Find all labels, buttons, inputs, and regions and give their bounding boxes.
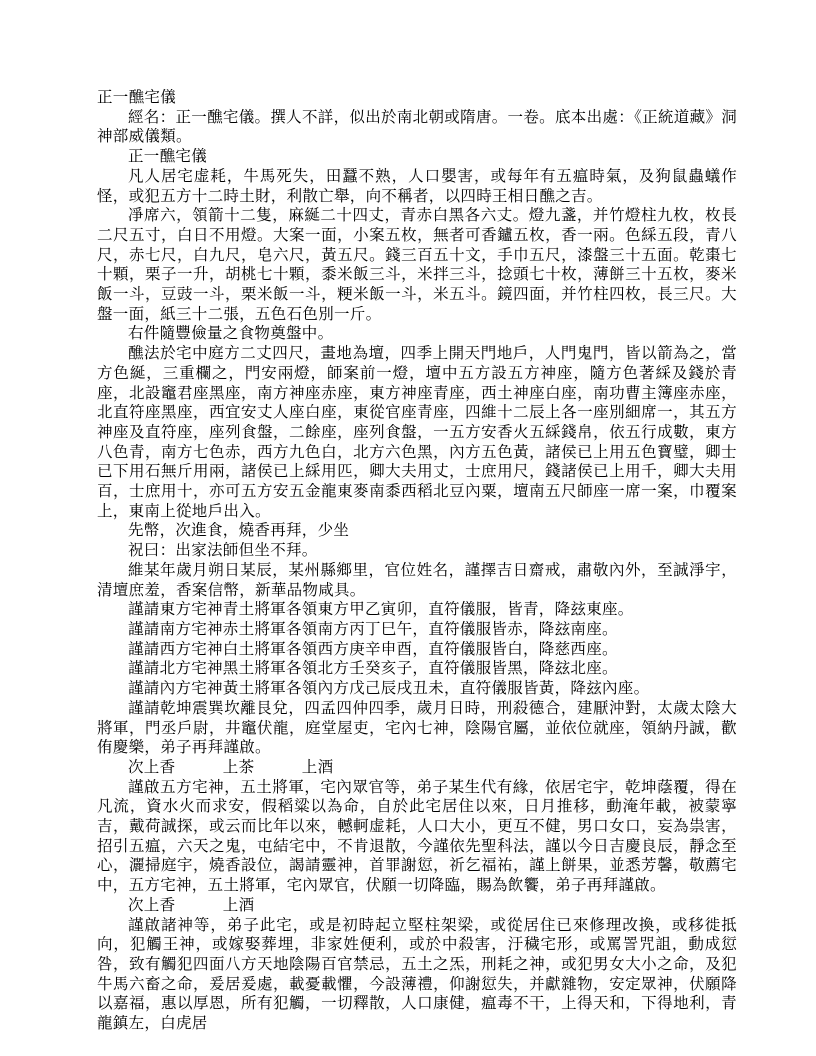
- section-title: 正一醮宅儀: [128, 148, 208, 166]
- paragraph: 謹請東方宅神青土將軍各領東方甲乙寅卯，直符儀服，皆青，降玆東座。: [128, 601, 634, 619]
- paragraph: 凈席六，領箭十二隻，麻綖二十四丈，青赤白黑各六丈。燈九盞，并竹燈柱九枚，枚長二尺五寸，白日不用燈。大案一面，小案五枚，無者可香鑪五枚，香一兩。色綵五段，青八尺，赤七尺，白九尺，皂六尺，黃五尺。錢三百五十文，手巾五尺，漆盤三十五面。乾棗七十顆，栗子一升，胡桃七十顆，黍米飯三斗，米拌三斗，捻頭七十枚，薄餅三十五枚，麥米飯一斗，豆豉一斗，栗米飯一斗，粳米飯一斗，米五斗。鏡四面，并竹柱四枚，長三尺。大盤一面，紙三十二張，五色石色別一斤。: [97, 207, 737, 323]
- paragraph: 凡人居宅虚耗，牛馬死失，田蠶不熟，人口嬰害，或每年有五瘟時氣，及狗鼠蟲蟻作怪，或犯五方十二時土財，利散亡舉，向不稱者，以四時王相日醮之吉。: [97, 167, 737, 205]
- paragraph: 謹啟諸神等，弟子此宅，或是初時起立堅柱架梁，或從居住已來修理改換，或移徙抵向，犯觸王神，或嫁娶葬埋，非家姓便利，或於中殺害，汙穢宅形，或罵詈咒詛，動成愆咎，致有觸犯四面八方天地陰陽百官禁忌，五土之炁，刑耗之神，或犯男女大小之命，及犯牛馬六畜之命，爰居爰處，載憂載懼，今設薄禮，仰謝愆失，并獻雜物，安定眾神，伏願降以嘉福，惠以厚恩，所有犯觸，一切釋散，人口康健，瘟毒不干，上得天和，下得地利，青龍鎮左，白虎居: [97, 916, 737, 1033]
- paragraph: 右件隨豐儉量之食物奠盤中。: [128, 325, 334, 343]
- ritual-step-line: 次上香 上茶 上酒: [128, 758, 334, 776]
- document-title: 正一醮宅儀: [97, 89, 177, 106]
- paragraph: 謹請西方宅神白土將軍各領西方庚辛申酉，直符儀服皆白，降慈西座。: [128, 640, 618, 658]
- paragraph: 醮法於宅中庭方二丈四尺，畫地為壇，四季上開天門地戶，人門鬼門，皆以箭為之，當方色綖，三重欄之，門安兩燈，師案前一燈，壇中五方設五方神座，隨方色著綵及錢於青座，北設竈君座黑座，南方神座赤座，東方神座青座，西土神座白座，南功曹主簿座赤座，北直符座黑座，西宜安丈人座白座，東從官座青座，四維十二辰上各一座別細席一，其五方神座及直符座，座列食盤，二餘座，座列食盤，一五方安香火五綵錢帛，依五行成數，東方八色青，南方七色赤，西方九色白，北方六色黑，內方五色黃，諸侯已上用五色寶璧，卿士已下用石無斤用兩，諸侯已上綵用匹，卿大夫用丈，士庶用尺，錢諸侯已上用千，卿大夫用百，士庶用十，亦可五方安五金龍東麥南黍西稻北豆內粟，壇南五尺師座一席一案，巾覆案上，東南上從地戶出入。: [97, 345, 737, 520]
- source-note-paragraph: 經名：正一醮宅儀。撰人不詳，似出於南北朝或隋唐。一卷。底本出處：《正統道藏》洞神部威儀類。: [97, 108, 737, 146]
- ritual-step-line: 次上香 上酒: [128, 896, 255, 914]
- paragraph: 謹請內方宅神黃土將軍各領內方戊己辰戌丑未，直符儀服皆黃，降玆內座。: [128, 680, 650, 698]
- paragraph: 祝曰：出家法師但坐不拜。: [128, 542, 318, 560]
- paragraph: 先幣，次進食，燒香再拜，少坐: [128, 522, 350, 540]
- paragraph: 謹請乾坤震巽坎離艮兌，四孟四仲四季，歲月日時，刑殺德合，建厭沖對，太歲太陰大將軍，門丞戶尉，井竈伏龍，庭堂屋吏，宅內七神，陰陽官屬，並依位就座，領納丹誠，歡侑慶樂，弟子再拜謹啟。: [97, 699, 737, 757]
- paragraph: 謹啟五方宅神，五土將軍，宅內眾官等，弟子某生代有緣，依居宅宇，乾坤蔭覆，得在凡流，資水火而求安，假稻粱以為命，自於此宅居住以來，日月推移，動淹年載，被蒙寧吉，戴荷誠探，或云而比年以來，轗軻虚耗，人口大小，更互不健，男口女口，妄為祟害，招引五瘟，六天之鬼，屯結宅中，不肯退散，今謹依先聖科法，謹以今日吉慶良辰，靜念至心，灑掃庭宇，燒香設位，謁請靈神，首罪謝愆，祈乞福祐，謹上餅果，並悉芳馨，敬薦宅中，五方宅神，五土將軍，宅內眾官，伏願一切降臨，賜為飲饗，弟子再拜謹啟。: [97, 778, 737, 895]
- paragraph: 維某年歲月朔日某辰，某州縣鄉里，官位姓名，謹擇吉日齋戒，肅敬內外，至誠淨宇，清壇庶羞，香案信幣，新華品物咸具。: [97, 561, 737, 599]
- paragraph: 謹請南方宅神赤土將軍各領南方丙丁巳午，直符儀服皆赤，降玆南座。: [128, 620, 618, 638]
- paragraph: 謹請北方宅神黑土將軍各領北方壬癸亥子，直符儀服皆黑，降玆北座。: [128, 660, 618, 678]
- document-text-block: [97, 88, 737, 1034]
